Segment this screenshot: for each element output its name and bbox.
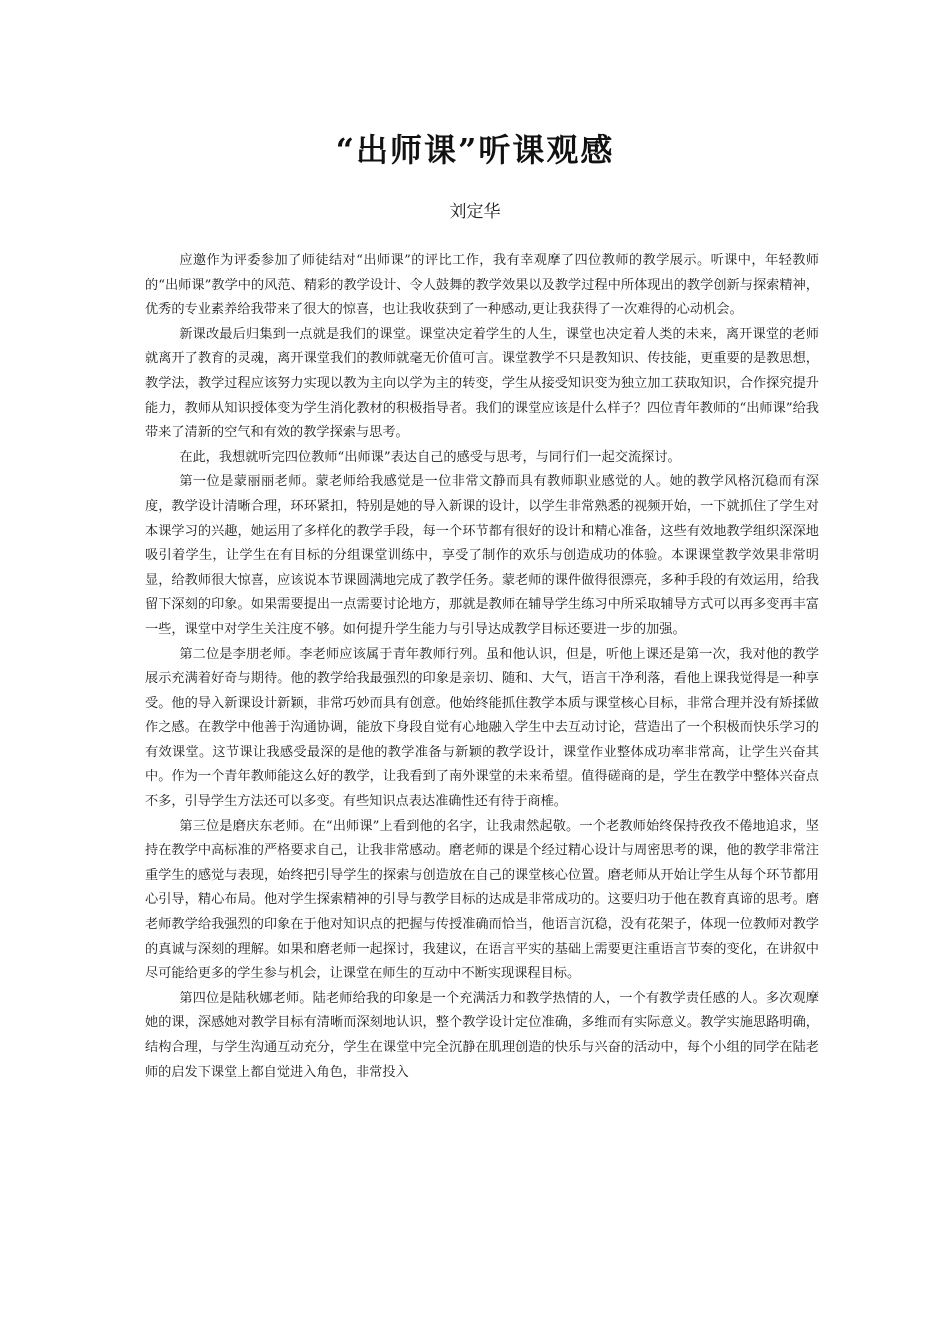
paragraph: 第四位是陆秋娜老师。陆老师给我的印象是一个充满活力和教学热情的人，一个有教学责任感的人。多次观摩她的课，深感她对教学目标有清晰而深刻地认识，整个教学设计定位准确，多维而有实际意义。教学实施思路明确，结构合理，与学生沟通互动充分，学生在课堂中完全沉静在肌理创造的快乐与兴奋的活动中，每个小组的同学在陆老师的启发下课堂上都自觉进入角色，非常投入 bbox=[145, 990, 819, 1080]
document-body bbox=[145, 249, 819, 1085]
paragraph: 应邀作为评委参加了师徒结对“出师课”的评比工作，我有幸观摩了四位教师的教学展示。听课中，年轻教师的“出师课”教学中的风范、精彩的教学设计、令人鼓舞的教学效果以及教学过程中所体现出的教学创新与探索精神，优秀的专业素养给我带来了很大的惊喜，也让我收获到了一种感动,更让我获得了一次难得的心动机会。 bbox=[145, 253, 819, 318]
paragraph: 在此，我想就听完四位教师“出师课”表达自己的感受与思考，与同行们一起交流探讨。 bbox=[179, 449, 681, 465]
paragraph: 第二位是李朋老师。李老师应该属于青年教师行列。虽和他认识，但是，听他上课还是第一次，我对他的教学展示充满着好奇与期待。他的教学给我最强烈的印象是亲切、随和、大气，语言干净利落，看他上课我觉得是一种享受。他的导入新课设计新颖，非常巧妙而具有创意。他始终能抓住教学本质与课堂核心目标，非常合理并没有矫揉做作之感。在教学中他善于沟通协调，能放下身段自觉有心地融入学生中去互动讨论，营造出了一个积极而快乐学习的有效课堂。这节课让我感受最深的是他的教学准备与新颖的教学设计，课堂作业整体成功率非常高，让学生兴奋其中。作为一个青年教师能这么好的教学，让我看到了南外课堂的未来希望。值得磋商的是，学生在教学中整体兴奋点不多，引导学生方法还可以多变。有些知识点表达准确性还有待于商榷。 bbox=[145, 646, 819, 810]
paragraph: 第三位是磨庆东老师。在“出师课”上看到他的名字，让我肃然起敬。一个老教师始终保持孜孜不倦地追求，坚持在教学中高标准的严格要求自己，让我非常感动。磨老师的课是个经过精心设计与周密思考的课，他的教学非常注重学生的感觉与表现，始终把引导学生的探索与创造放在自己的课堂核心位置。磨老师从开始让学生从每个环节都用心引导，精心布局。他对学生探索精神的引导与教学目标的达成是非常成功的。这要归功于他在教育真谛的思考。磨老师教学给我强烈的印象在于他对知识点的把握与传授准确而恰当，他语言沉稳，没有花架子，体现一位教师对教学的真诚与深刻的理解。如果和磨老师一起探讨，我建议，在语言平实的基础上需要更注重语言节奏的变化，在讲叙中尽可能给更多的学生参与机会，让课堂在师生的互动中不断实现课程目标。 bbox=[145, 818, 819, 982]
document-author: 刘定华 bbox=[449, 202, 501, 222]
document-title: “出师课”听课观感 bbox=[335, 131, 615, 169]
paragraph: 新课改最后归集到一点就是我们的课堂。课堂决定着学生的人生，课堂也决定着人类的未来，离开课堂的老师就离开了教育的灵魂，离开课堂我们的教师就毫无价值可言。课堂教学不只是教知识、传技能，更重要的是教思想，教学法，教学过程应该努力实现以教为主向以学为主的转变，学生从接受知识变为独立加工获取知识，合作探究提升能力，教师从知识授体变为学生消化教材的积极指导者。我们的课堂应该是什么样子？四位青年教师的“出师课”给我带来了清新的空气和有效的教学探索与思考。 bbox=[145, 326, 819, 441]
paragraph: 第一位是蒙丽丽老师。蒙老师给我感觉是一位非常文静而具有教师职业感觉的人。她的教学风格沉稳而有深度，教学设计清晰合理，环环紧扣，特别是她的导入新课的设计，以学生非常熟悉的视频开始，一下就抓住了学生对本课学习的兴趣，她运用了多样化的教学手段，每一个环节都有很好的设计和精心准备，这些有效地教学组织深深地吸引着学生，让学生在有目标的分组课堂训练中，享受了制作的欢乐与创造成功的体验。本课课堂教学效果非常明显，给教师很大惊喜，应该说本节课圆满地完成了教学任务。蒙老师的课件做得很漂亮，多种手段的有效运用，给我留下深刻的印象。如果需要提出一点需要讨论地方，那就是教师在辅导学生练习中所采取辅导方式可以再多变再丰富一些，课堂中对学生关注度不够。如何提升学生能力与引导达成教学目标还要进一步的加强。 bbox=[145, 474, 819, 637]
